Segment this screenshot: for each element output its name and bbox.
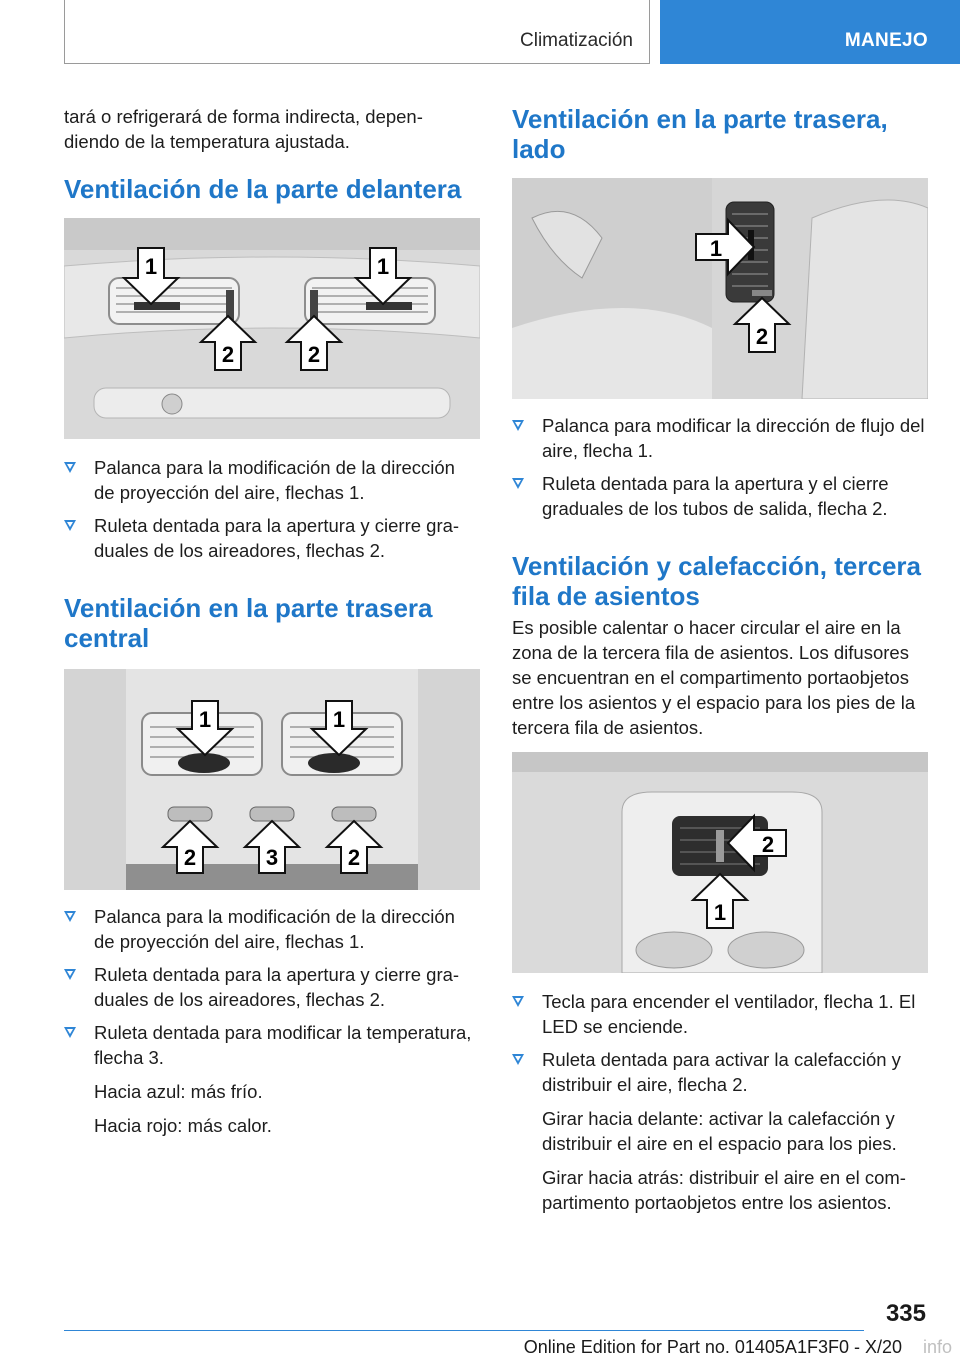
bullet-triangle-icon — [64, 1027, 76, 1038]
list-item: Palanca para la modificación de la dirección de proyección del aire, flechas 1. — [64, 455, 480, 505]
arrow-label-2: 2 — [755, 324, 769, 349]
header-section-box — [64, 0, 650, 64]
arrow-label-3: 3 — [265, 845, 279, 870]
list-item: Ruleta dentada para activar la calefacción y distribuir el aire, flecha 2. Girar hacia delante: activar la calefacción y distribuir el aire en el espacio para los pies. Girar hacia atrás: distribuir el aire en el com- partimento portaobjetos entre los asientos. — [512, 1047, 928, 1215]
section-title: Climatización — [520, 30, 633, 51]
bullet-triangle-icon — [512, 420, 524, 431]
front-ventilation-list — [64, 455, 480, 563]
list-item: Ruleta dentada para la apertura y el cierre graduales de los tubos de salida, flecha 2. — [512, 471, 928, 521]
arrow-label-1-left: 1 — [198, 707, 212, 732]
sub-text-backward: Girar hacia atrás: distribuir el aire en el com- partimento portaobjetos entre los asientos. — [542, 1167, 906, 1213]
arrow-label-1-left: 1 — [144, 254, 158, 279]
arrow-label-1: 1 — [709, 236, 723, 261]
rear-side-vent-figure — [512, 178, 928, 399]
arrow-label-2-left: 2 — [221, 342, 235, 367]
intro-text: tará o refrigerará de forma indirecta, depen- diendo de la temperatura ajustada. — [64, 106, 423, 152]
third-row-ventilation-list — [512, 989, 928, 1215]
bullet-triangle-icon — [64, 911, 76, 922]
list-item: Ruleta dentada para la apertura y cierre gra- duales de los aireadores, flechas 2. — [64, 962, 480, 1012]
arrow-label-1-right: 1 — [332, 707, 346, 732]
rear-side-ventilation-list — [512, 413, 928, 521]
list-item: Palanca para la modificación de la dirección de proyección del aire, flechas 1. — [64, 904, 480, 954]
rear-center-vents-figure — [64, 669, 480, 890]
chapter-tab-label: MANEJO — [844, 30, 928, 51]
heading-rear-center-ventilation: Ventilación en la parte trasera central — [64, 593, 433, 653]
footer-divider — [64, 1330, 864, 1331]
footer-edition: Online Edition for Part no. 01405A1F3F0 - X/20 — [523, 1337, 902, 1357]
arrow-label-1-right: 1 — [376, 254, 390, 279]
heading-rear-side-ventilation: Ventilación en la parte trasera, lado — [512, 104, 888, 164]
rear-center-ventilation-list — [64, 904, 480, 1138]
list-item: Ruleta dentada para la apertura y cierre gra- duales de los aireadores, flechas 2. — [64, 513, 480, 563]
page-number: 335 — [885, 1300, 926, 1327]
list-item: Tecla para encender el ventilador, flecha 1. El LED se enciende. — [512, 989, 928, 1039]
bullet-triangle-icon — [512, 478, 524, 489]
third-row-body: Es posible calentar o hacer circular el aire en la zona de la tercera fila de asientos. Los difusores se encuentran en el compartimento portaobjetos entre los asientos y el espacio para los pies de la tercera fila de asientos. — [512, 617, 916, 738]
arrow-label-1: 1 — [713, 900, 727, 925]
arrow-label-2: 2 — [761, 832, 775, 857]
bullet-triangle-icon — [512, 1054, 524, 1065]
bullet-triangle-icon — [64, 462, 76, 473]
list-item: Palanca para modificar la dirección de flujo del aire, flecha 1. — [512, 413, 928, 463]
arrow-label-2-right: 2 — [347, 845, 361, 870]
bullet-triangle-icon — [64, 520, 76, 531]
chapter-tab — [660, 0, 960, 64]
heading-front-ventilation: Ventilación de la parte delantera — [64, 174, 462, 204]
bullet-triangle-icon — [64, 969, 76, 980]
list-item: Ruleta dentada para modificar la temperatura, flecha 3. Hacia azul: más frío. Hacia rojo: más calor. — [64, 1020, 480, 1138]
left-column — [64, 104, 480, 1138]
third-row-ventilation-figure — [512, 752, 928, 973]
bullet-triangle-icon — [512, 996, 524, 1007]
right-column — [512, 104, 928, 1215]
heading-third-row-ventilation: Ventilación y calefacción, tercera fila de asientos — [512, 551, 921, 611]
watermark: info — [922, 1337, 952, 1357]
sub-text-blue: Hacia azul: más frío. — [94, 1081, 263, 1102]
sub-text-red: Hacia rojo: más calor. — [94, 1115, 272, 1136]
sub-text-forward: Girar hacia delante: activar la calefacción y distribuir el aire en el espacio para los pies. — [542, 1108, 897, 1154]
arrow-label-2-left: 2 — [183, 845, 197, 870]
front-vents-figure — [64, 218, 480, 439]
arrow-label-2-right: 2 — [307, 342, 321, 367]
